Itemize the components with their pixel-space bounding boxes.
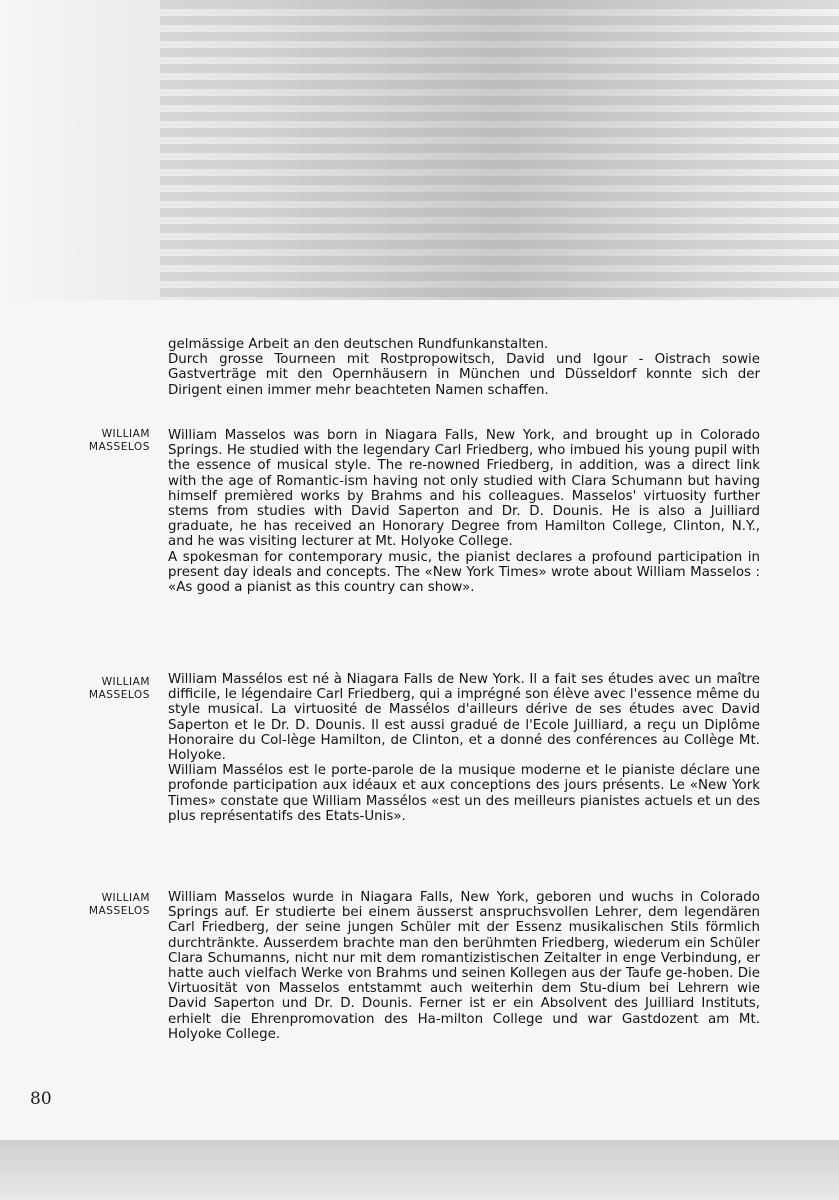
section-label-english: WILLIAM MASSELOS: [88, 428, 150, 453]
page-number: 80: [30, 1089, 52, 1109]
show-through-text-lines: [160, 0, 839, 300]
page-edge-shadow: [0, 1140, 839, 1200]
english-biography: William Masselos was born in Niagara Falls, New York, and brought up in Colorado Springs. He studied with the legendary Carl Friedberg, who imbued his young pupil with the essence of musical style. The re-nowned Friedberg, in addition, was a direct link with the age of Romantic-ism having not only studied with Clara Schumann but having himself premièred works by Brahms and his colleagues. Masselos' virtuosity further stems from studies with David Saperton and Dr. D. Dounis. He is also a Juilliard graduate, he has received an Honorary Degree from Hamilton College, Clinton, N.Y., and he was visiting lecturer at Mt. Holyoke College. A spokesman for contemporary music, the pianist declares a profound participation in present day ideals and concepts. The «New York Times» wrote about William Masselos : «As good a pianist as this country can show».: [168, 428, 760, 596]
section-label-french: WILLIAM MASSELOS: [88, 676, 150, 701]
french-biography: William Massélos est né à Niagara Falls de New York. Il a fait ses études avec un maître difficile, le légendaire Carl Friedberg, qui a imprégné son élève avec l'essence même du style musical. La virtuosité de Massélos d'ailleurs dérive de ses études avec David Saperton et le Dr. D. Dounis. Il est aussi gradué de l'Ecole Juilliard, a reçu un Diplôme Honoraire du Col-lège Hamilton, de Clinton, et a donné des conférences au Collège Mt. Holyoke. William Massélos est le porte-parole de la musique moderne et le pianiste déclare une profonde participation aux idéaux et aux conceptions des jours présents. Le «New York Times» constate que William Massélos «est un des meilleurs pianistes actuels et un des plus représentatifs des Etats-Unis».: [168, 672, 760, 824]
german-biography: William Masselos wurde in Niagara Falls, New York, geboren und wuchs in Colorado Springs auf. Er studierte bei einem äusserst anspruchsvollen Lehrer, dem legendären Carl Friedberg, der seine jungen Schüler mit der Essenz musikalischen Stils förmlich durchtränkte. Ausserdem brachte man den berühmten Friedberg, wiederum ein Schüler Clara Schumanns, nicht nur mit dem romantizistischen Zeitalter in enge Verbindung, er hatte auch vielfach Werke von Brahms und seinen Kollegen aus der Taufe ge-hoben. Die Virtuosität von Masselos entstammt auch weiterhin dem Stu-dium bei Lehrern wie David Saperton und Dr. D. Dounis. Ferner ist er ein Absolvent des Juilliard Instituts, erhielt die Ehrenpromovation des Ha-milton College und war Gastdozent am Mt. Holyoke College.: [168, 890, 760, 1042]
german-intro-paragraph: gelmässige Arbeit an den deutschen Rundfunkanstalten. Durch grosse Tourneen mit Rostpropowitsch, David und Igour - Oistrach sowie Gastverträge mit den Opernhäusern in München und Düsseldorf konnte sich der Dirigent einen immer mehr beachteten Namen schaffen.: [168, 337, 760, 398]
section-label-german: WILLIAM MASSELOS: [88, 892, 150, 917]
